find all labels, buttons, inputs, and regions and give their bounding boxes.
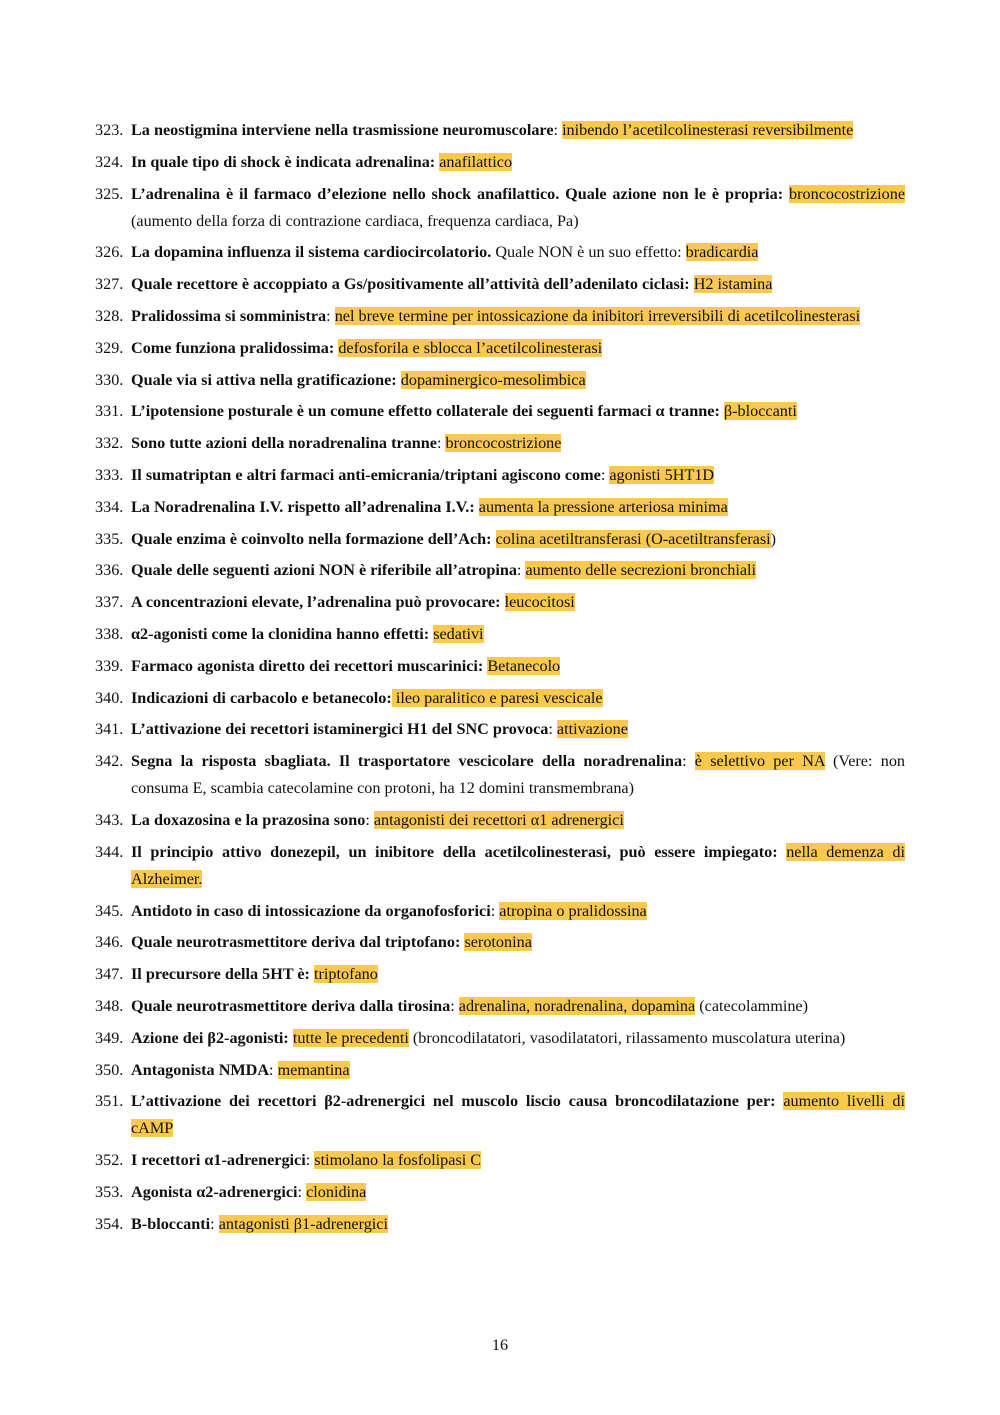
question-text: I recettori α1-adrenergici [131,1151,306,1170]
highlighted-answer: tutte le precedenti [292,1028,409,1047]
highlighted-answer: agonisti 5HT1D [609,465,715,484]
plain-text: : [600,465,610,484]
item-number: 352. [95,1151,124,1170]
item-text [131,1025,905,1052]
item-number: 328. [95,306,124,325]
highlighted-answer: aumenta la pressione arteriosa minima [478,497,728,516]
list-item [95,526,905,553]
highlighted-answer: β-bloccanti [723,402,797,421]
question-text: Indicazioni di carbacolo e betanecolo: [131,688,392,707]
list-item [95,929,905,956]
list-item [95,1147,905,1174]
question-text: Il precursore della 5HT è: [131,965,314,984]
highlighted-answer: Betanecolo [487,656,561,675]
list-item [95,685,905,712]
question-text: Antidoto in caso di intossicazione da organofosforici [131,901,491,920]
plain-text: ) [770,529,777,548]
highlighted-answer: clonidina [306,1182,367,1201]
item-number: 323. [95,121,124,139]
item-text [131,961,905,988]
question-text: Quale enzima è coinvolto nella formazione dell’Ach: [131,529,496,548]
item-text [131,303,905,330]
highlighted-answer: broncocostrizione [789,184,905,203]
highlighted-answer: aumento livelli di cAMP [131,1092,905,1138]
item-text [131,716,905,743]
item-text [131,748,905,802]
item-number: 332. [95,434,124,453]
list-item [95,303,905,330]
plain-text: : [305,1151,315,1170]
highlighted-answer: broncocostrizione [445,434,562,453]
list-item [95,494,905,521]
highlighted-answer: stimolano la fosfolipasi C [314,1151,482,1170]
item-number: 337. [95,593,124,612]
list-item [95,748,905,802]
question-text: Azione dei β2-agonisti: [131,1028,293,1047]
highlighted-answer: serotonina [464,933,532,952]
item-text [131,526,905,553]
question-text: La dopamina influenza il sistema cardiocircolatorio. [131,243,492,262]
plain-text: : [490,901,500,920]
highlighted-answer: sedativi [433,624,484,643]
question-text: Quale neurotrasmettitore deriva dal triptofano: [131,933,465,952]
item-number: 330. [95,370,124,389]
question-text: Il sumatriptan e altri farmaci anti-emicrania/triptani agiscono come [131,465,601,484]
item-text [131,1179,905,1206]
list-item [95,993,905,1020]
plain-text: : [297,1182,307,1201]
item-text [131,181,905,235]
question-text: Il principio attivo donezepil, un inibitore della acetilcolinesterasi, può essere impiegato: [131,842,787,861]
highlighted-answer: atropina o pralidossina [499,901,647,920]
list-item [95,1025,905,1052]
list-item [95,1179,905,1206]
question-text: Quale neurotrasmettitore deriva dalla tirosina [131,996,451,1015]
question-text: Pralidossima si somministra [131,306,327,325]
highlighted-answer: ileo paralitico e paresi vescicale [391,688,603,707]
item-number: 340. [95,688,124,707]
question-text: La neostigmina interviene nella trasmissione neuromuscolare [131,121,554,139]
item-number: 325. [95,184,124,203]
item-text [131,398,905,425]
item-text [131,557,905,584]
question-text: A concentrazioni elevate, l’adrenalina può provocare: [131,593,505,612]
item-text [131,807,905,834]
list-item [95,621,905,648]
item-text [131,653,905,680]
item-number: 350. [95,1060,124,1079]
question-text: Farmaco agonista diretto dei recettori muscarinici: [131,656,488,675]
item-number: 348. [95,996,124,1015]
highlighted-answer: colina acetiltransferasi (O-acetiltransferasi [495,529,771,548]
question-text: L’attivazione dei recettori β2-adrenergici nel muscolo liscio causa broncodilatazione per: [131,1092,784,1111]
question-text: La Noradrenalina I.V. rispetto all’adrenalina I.V.: [131,497,479,516]
item-text [131,993,905,1020]
list-item [95,117,905,144]
highlighted-answer: leucocitosi [504,593,575,612]
list-item [95,1057,905,1084]
item-number: 354. [95,1214,124,1233]
plain-text: (catecolammine) [695,996,809,1015]
list-item [95,898,905,925]
highlighted-answer: nella demenza di Alzheimer. [131,842,905,888]
question-text: L’adrenalina è il farmaco d’elezione nello shock anafilattico. Quale azione non le è propria: [131,184,790,203]
item-text [131,589,905,616]
item-text [131,271,905,298]
question-text: α2-agonisti come la clonidina hanno effetti: [131,624,434,643]
list-item [95,181,905,235]
highlighted-answer: inibendo l’acetilcolinesterasi reversibilmente [562,121,854,139]
highlighted-answer: defosforila e sblocca l’acetilcolinesterasi [338,338,603,357]
list-item [95,149,905,176]
question-text: Sono tutte azioni della noradrenalina tranne [131,434,437,453]
item-number: 324. [95,152,124,171]
item-text [131,462,905,489]
plain-text: : [450,996,459,1015]
list-item [95,430,905,457]
plain-text: : [269,1060,278,1079]
question-text: Quale via si attiva nella gratificazione: [131,370,401,389]
list-item [95,557,905,584]
plain-text: : [516,561,526,580]
highlighted-answer: antagonisti β1-adrenergici [218,1214,388,1233]
item-text [131,335,905,362]
plain-text: : [365,810,374,829]
list-item [95,367,905,394]
highlighted-answer: nel breve termine per intossicazione da inibitori irreversibili di acetilcolinesterasi [334,306,861,325]
highlighted-answer: adrenalina, noradrenalina, dopamina [458,996,696,1015]
question-text: L’attivazione dei recettori istaminergici H1 del SNC provoca [131,720,549,739]
question-text: Antagonista NMDA [131,1060,270,1079]
question-list [95,117,905,1243]
item-number: 346. [95,933,124,952]
list-item [95,653,905,680]
item-number: 347. [95,965,124,984]
list-item [95,398,905,425]
item-number: 334. [95,497,124,516]
item-number: 326. [95,243,124,262]
highlighted-answer: bradicardia [685,243,759,262]
highlighted-answer: aumento delle secrezioni bronchiali [525,561,757,580]
plain-text: : [548,720,557,739]
plain-text: (Vere: non consuma E, scambia catecolamine con protoni, ha 12 domini transmembrana) [131,752,906,798]
list-item [95,839,905,893]
list-item [95,271,905,298]
list-item [95,716,905,743]
question-text: Segna la risposta sbagliata. Il trasportatore vescicolare della noradrenalina [131,752,683,771]
question-text: Come funziona pralidossima: [131,338,339,357]
highlighted-answer: anafilattico [439,152,513,171]
plain-text: : [553,121,563,139]
item-number: 342. [95,752,124,771]
question-text: Agonista α2-adrenergici [131,1182,298,1201]
item-text [131,839,905,893]
item-number: 349. [95,1028,124,1047]
plain-text: : [210,1214,219,1233]
item-number: 339. [95,656,124,675]
highlighted-answer: memantina [277,1060,350,1079]
item-number: 327. [95,275,124,294]
highlighted-answer: antagonisti dei recettori α1 adrenergici [373,810,624,829]
item-text [131,1057,905,1084]
plain-text: : [682,752,695,771]
list-item [95,1211,905,1238]
list-item [95,589,905,616]
list-item [95,961,905,988]
item-number: 353. [95,1182,124,1201]
question-text: Quale delle seguenti azioni NON è riferibile all’atropina [131,561,517,580]
list-item [95,462,905,489]
question-text: In quale tipo di shock è indicata adrenalina: [131,152,440,171]
list-item [95,239,905,266]
item-text [131,367,905,394]
item-number: 344. [95,842,124,861]
item-text [131,149,905,176]
item-number: 335. [95,529,124,548]
list-item [95,807,905,834]
item-number: 338. [95,624,124,643]
plain-text: (broncodilatatori, vasodilatatori, rilassamento muscolatura uterina) [408,1028,846,1047]
item-text [131,1088,905,1142]
item-number: 329. [95,338,124,357]
plain-text: (aumento della forza di contrazione cardiaca, frequenza cardiaca, Pa) [131,211,579,230]
highlighted-answer: dopaminergico-mesolimbica [400,370,586,389]
highlighted-answer: è selettivo per NA [694,752,825,771]
list-item [95,1088,905,1142]
item-text [131,239,905,266]
item-number: 345. [95,901,124,920]
item-text [131,1147,905,1174]
item-number: 343. [95,810,124,829]
item-number: 351. [95,1092,124,1111]
question-text: L’ipotensione posturale è un comune effetto collaterale dei seguenti farmaci α tranne: [131,402,724,421]
page-number: 16 [491,1336,509,1354]
highlighted-answer: attivazione [556,720,628,739]
item-text [131,898,905,925]
item-number: 333. [95,465,124,484]
plain-text: Quale NON è un suo effetto: [491,243,686,262]
item-text [131,1211,905,1238]
item-number: 336. [95,561,124,580]
highlighted-answer: triptofano [314,965,378,984]
list-item [95,335,905,362]
item-text [131,430,905,457]
plain-text: : [436,434,446,453]
plain-text: : [326,306,335,325]
item-text [131,929,905,956]
item-text [131,685,905,712]
item-text [131,621,905,648]
question-text: La doxazosina e la prazosina sono [131,810,366,829]
question-text: Quale recettore è accoppiato a Gs/positivamente all’attività dell’adenilato ciclasi: [131,275,694,294]
item-number: 341. [95,720,124,739]
item-text [131,494,905,521]
item-text [131,117,905,144]
item-number: 331. [95,402,124,421]
highlighted-answer: H2 istamina [693,275,773,294]
question-text: B-bloccanti [131,1214,211,1233]
